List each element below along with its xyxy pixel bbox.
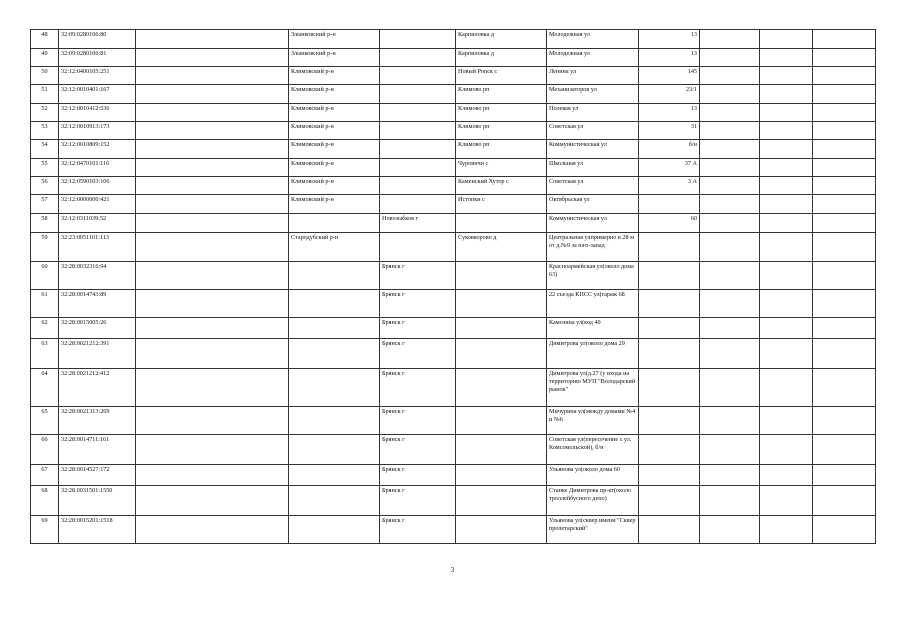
- city-cell: [380, 30, 456, 49]
- empty-cell: [136, 30, 289, 49]
- street-cell: Советская ул: [547, 122, 639, 140]
- row-number-cell: 55: [31, 159, 59, 177]
- district-cell: [289, 339, 380, 369]
- empty-cell: [813, 233, 876, 262]
- locality-cell: Климово рп: [456, 85, 547, 104]
- table-row: [31, 159, 876, 177]
- row-number-cell: 51: [31, 85, 59, 104]
- locality-cell: Климово рп: [456, 122, 547, 140]
- locality-cell: Карпиловка д: [456, 49, 547, 67]
- cadastral-number-cell: 32:12:0590103:106: [59, 177, 136, 195]
- row-number-cell: 52: [31, 104, 59, 122]
- table-row: [31, 339, 876, 369]
- district-cell: [289, 486, 380, 516]
- city-cell: Брянск г: [380, 290, 456, 318]
- empty-cell: [813, 290, 876, 318]
- cadastral-number-cell: 32:28.0021212:412: [59, 369, 136, 407]
- street-cell: Димитрова ул(д.27 (у входа на территорию МУП "Володарский рынок": [547, 369, 639, 407]
- district-cell: [289, 435, 380, 465]
- city-cell: [380, 122, 456, 140]
- empty-cell: [700, 486, 760, 516]
- empty-cell: [813, 30, 876, 49]
- row-number-cell: 53: [31, 122, 59, 140]
- empty-cell: [813, 122, 876, 140]
- district-cell: [289, 516, 380, 544]
- empty-cell: [700, 233, 760, 262]
- city-cell: [380, 49, 456, 67]
- locality-cell: [456, 486, 547, 516]
- house-number-cell: 145: [639, 67, 700, 85]
- city-cell: [380, 104, 456, 122]
- table-row: [31, 369, 876, 407]
- district-cell: [289, 290, 380, 318]
- city-cell: Брянск г: [380, 407, 456, 435]
- empty-cell: [813, 67, 876, 85]
- street-cell: Димитрова ул(около дома 29: [547, 339, 639, 369]
- district-cell: [289, 318, 380, 339]
- city-cell: Брянск г: [380, 339, 456, 369]
- cadastral-number-cell: 32:12:0311039:52: [59, 214, 136, 233]
- city-cell: [380, 85, 456, 104]
- locality-cell: Истопки с: [456, 195, 547, 214]
- house-number-cell: [639, 195, 700, 214]
- empty-cell: [813, 407, 876, 435]
- empty-cell: [760, 369, 813, 407]
- empty-cell: [760, 140, 813, 159]
- empty-cell: [813, 195, 876, 214]
- city-cell: [380, 67, 456, 85]
- empty-cell: [136, 262, 289, 290]
- locality-cell: [456, 435, 547, 465]
- city-cell: Брянск г: [380, 516, 456, 544]
- district-cell: Стародубский р-н: [289, 233, 380, 262]
- row-number-cell: 62: [31, 318, 59, 339]
- street-cell: Ульянова ул(около дома 60: [547, 465, 639, 486]
- district-cell: [289, 214, 380, 233]
- city-cell: [380, 195, 456, 214]
- house-number-cell: 31: [639, 122, 700, 140]
- empty-cell: [760, 67, 813, 85]
- empty-cell: [136, 177, 289, 195]
- street-cell: Коммунистическая ул: [547, 214, 639, 233]
- cadastral-number-cell: 32:09:0280106:81: [59, 49, 136, 67]
- empty-cell: [136, 407, 289, 435]
- house-number-cell: б/н: [639, 140, 700, 159]
- row-number-cell: 61: [31, 290, 59, 318]
- district-cell: Климовский р-н: [289, 104, 380, 122]
- street-cell: Ульянова ул(сквер имени "Сквер пролетарский": [547, 516, 639, 544]
- row-number-cell: 56: [31, 177, 59, 195]
- street-cell: Станке Димитрова пр-кт(около троллейбусного депо): [547, 486, 639, 516]
- city-cell: Брянск г: [380, 465, 456, 486]
- cadastral-number-cell: 32:12:0000000:421: [59, 195, 136, 214]
- empty-cell: [813, 85, 876, 104]
- street-cell: Камозина ул(код 40: [547, 318, 639, 339]
- locality-cell: Суковкорово д: [456, 233, 547, 262]
- district-cell: Климовский р-н: [289, 85, 380, 104]
- empty-cell: [136, 339, 289, 369]
- register-table-body: [31, 30, 876, 544]
- empty-cell: [813, 435, 876, 465]
- row-number-cell: 59: [31, 233, 59, 262]
- district-cell: [289, 369, 380, 407]
- empty-cell: [813, 49, 876, 67]
- cadastral-number-cell: 32:23:0051101:113: [59, 233, 136, 262]
- table-row: [31, 67, 876, 85]
- empty-cell: [760, 407, 813, 435]
- table-row: [31, 122, 876, 140]
- empty-cell: [813, 339, 876, 369]
- street-cell: 22 съезда КПСС ул(гараж 68: [547, 290, 639, 318]
- row-number-cell: 63: [31, 339, 59, 369]
- house-number-cell: 3 А: [639, 177, 700, 195]
- cadastral-number-cell: 32:28:0032316:94: [59, 262, 136, 290]
- city-cell: [380, 159, 456, 177]
- locality-cell: [456, 407, 547, 435]
- street-cell: Советская ул: [547, 177, 639, 195]
- empty-cell: [760, 465, 813, 486]
- street-cell: Школьная ул: [547, 159, 639, 177]
- table-row: [31, 407, 876, 435]
- row-number-cell: 58: [31, 214, 59, 233]
- house-number-cell: 60: [639, 214, 700, 233]
- row-number-cell: 48: [31, 30, 59, 49]
- empty-cell: [813, 318, 876, 339]
- table-row: [31, 85, 876, 104]
- empty-cell: [760, 85, 813, 104]
- empty-cell: [760, 339, 813, 369]
- cadastral-number-cell: 32:28:0014711:161: [59, 435, 136, 465]
- cadastral-number-cell: 32:28.0031501:1550: [59, 486, 136, 516]
- district-cell: Злынковский р-н: [289, 30, 380, 49]
- empty-cell: [700, 140, 760, 159]
- table-row: [31, 195, 876, 214]
- empty-cell: [700, 465, 760, 486]
- empty-cell: [813, 262, 876, 290]
- empty-cell: [700, 262, 760, 290]
- empty-cell: [700, 177, 760, 195]
- city-cell: Брянск г: [380, 369, 456, 407]
- empty-cell: [700, 104, 760, 122]
- empty-cell: [700, 49, 760, 67]
- empty-cell: [760, 290, 813, 318]
- empty-cell: [136, 290, 289, 318]
- row-number-cell: 67: [31, 465, 59, 486]
- house-number-cell: [639, 290, 700, 318]
- city-cell: [380, 177, 456, 195]
- empty-cell: [760, 159, 813, 177]
- street-cell: Коммунистическая ул: [547, 140, 639, 159]
- empty-cell: [700, 407, 760, 435]
- empty-cell: [136, 516, 289, 544]
- table-row: [31, 214, 876, 233]
- cadastral-number-cell: 32:28:0015005:26: [59, 318, 136, 339]
- cadastral-number-cell: 32:28:0021212:391: [59, 339, 136, 369]
- table-row: [31, 516, 876, 544]
- house-number-cell: [639, 516, 700, 544]
- empty-cell: [760, 318, 813, 339]
- table-row: [31, 290, 876, 318]
- row-number-cell: 65: [31, 407, 59, 435]
- empty-cell: [760, 30, 813, 49]
- street-cell: Механизаторов ул: [547, 85, 639, 104]
- district-cell: Климовский р-н: [289, 177, 380, 195]
- cadastral-number-cell: 32:28:0014743:89: [59, 290, 136, 318]
- empty-cell: [760, 49, 813, 67]
- table-row: [31, 435, 876, 465]
- table-row: [31, 486, 876, 516]
- empty-cell: [700, 369, 760, 407]
- empty-cell: [136, 369, 289, 407]
- district-cell: [289, 407, 380, 435]
- empty-cell: [136, 195, 289, 214]
- empty-cell: [700, 159, 760, 177]
- street-cell: Мичурина ул(между домами №4 и №6: [547, 407, 639, 435]
- row-number-cell: 50: [31, 67, 59, 85]
- empty-cell: [136, 104, 289, 122]
- street-cell: Ленина ул: [547, 67, 639, 85]
- empty-cell: [136, 49, 289, 67]
- cadastral-number-cell: 32:12:0470101:116: [59, 159, 136, 177]
- cadastral-number-cell: 32:12:0010401:167: [59, 85, 136, 104]
- locality-cell: [456, 318, 547, 339]
- district-cell: Климовский р-н: [289, 159, 380, 177]
- empty-cell: [813, 465, 876, 486]
- empty-cell: [813, 140, 876, 159]
- empty-cell: [700, 339, 760, 369]
- table-row: [31, 140, 876, 159]
- empty-cell: [700, 435, 760, 465]
- empty-cell: [136, 233, 289, 262]
- register-table: [30, 29, 876, 544]
- empty-cell: [136, 486, 289, 516]
- empty-cell: [700, 318, 760, 339]
- cadastral-number-cell: 32:12:0010412:536: [59, 104, 136, 122]
- house-number-cell: 13: [639, 104, 700, 122]
- district-cell: Климовский р-н: [289, 195, 380, 214]
- city-cell: [380, 233, 456, 262]
- house-number-cell: [639, 369, 700, 407]
- row-number-cell: 69: [31, 516, 59, 544]
- locality-cell: [456, 369, 547, 407]
- house-number-cell: [639, 262, 700, 290]
- house-number-cell: 37 А: [639, 159, 700, 177]
- house-number-cell: [639, 486, 700, 516]
- locality-cell: Карпиловка д: [456, 30, 547, 49]
- house-number-cell: 13: [639, 30, 700, 49]
- cadastral-number-cell: 32:12:0400105:251: [59, 67, 136, 85]
- empty-cell: [760, 195, 813, 214]
- empty-cell: [700, 290, 760, 318]
- row-number-cell: 66: [31, 435, 59, 465]
- empty-cell: [700, 214, 760, 233]
- empty-cell: [136, 159, 289, 177]
- empty-cell: [136, 67, 289, 85]
- table-row: [31, 30, 876, 49]
- empty-cell: [813, 516, 876, 544]
- locality-cell: [456, 262, 547, 290]
- table-row: [31, 49, 876, 67]
- empty-cell: [760, 233, 813, 262]
- locality-cell: Чуровичи с: [456, 159, 547, 177]
- cadastral-number-cell: 32:28:0014527:172: [59, 465, 136, 486]
- city-cell: Брянск г: [380, 262, 456, 290]
- empty-cell: [136, 435, 289, 465]
- empty-cell: [760, 122, 813, 140]
- cadastral-number-cell: 32:12:0010913:173: [59, 122, 136, 140]
- locality-cell: Климово рп: [456, 104, 547, 122]
- house-number-cell: [639, 233, 700, 262]
- house-number-cell: [639, 407, 700, 435]
- empty-cell: [136, 140, 289, 159]
- locality-cell: Каменский Хутор с: [456, 177, 547, 195]
- cadastral-number-cell: 32:09:0280106:80: [59, 30, 136, 49]
- house-number-cell: 13: [639, 49, 700, 67]
- house-number-cell: [639, 339, 700, 369]
- street-cell: Красноармейская ул(около дома 63): [547, 262, 639, 290]
- district-cell: Климовский р-н: [289, 140, 380, 159]
- empty-cell: [760, 104, 813, 122]
- empty-cell: [700, 122, 760, 140]
- house-number-cell: [639, 318, 700, 339]
- page-number: 3: [450, 566, 455, 574]
- city-cell: Брянск г: [380, 435, 456, 465]
- street-cell: Советская ул(пересечение с ул. Комсомольской), б/н: [547, 435, 639, 465]
- table-row: [31, 177, 876, 195]
- cadastral-number-cell: 32:28:0015201:1518: [59, 516, 136, 544]
- table-row: [31, 465, 876, 486]
- district-cell: [289, 465, 380, 486]
- table-row: [31, 104, 876, 122]
- locality-cell: [456, 465, 547, 486]
- locality-cell: Климово рп: [456, 140, 547, 159]
- locality-cell: [456, 516, 547, 544]
- empty-cell: [136, 465, 289, 486]
- empty-cell: [136, 318, 289, 339]
- district-cell: Климовский р-н: [289, 122, 380, 140]
- district-cell: [289, 262, 380, 290]
- empty-cell: [700, 30, 760, 49]
- street-cell: Молодежная ул: [547, 30, 639, 49]
- locality-cell: [456, 290, 547, 318]
- empty-cell: [813, 177, 876, 195]
- empty-cell: [700, 516, 760, 544]
- locality-cell: Новый Ропск с: [456, 67, 547, 85]
- empty-cell: [760, 262, 813, 290]
- street-cell: Молодежная ул: [547, 49, 639, 67]
- row-number-cell: 49: [31, 49, 59, 67]
- empty-cell: [136, 214, 289, 233]
- city-cell: [380, 140, 456, 159]
- empty-cell: [136, 85, 289, 104]
- locality-cell: [456, 214, 547, 233]
- city-cell: Брянск г: [380, 486, 456, 516]
- street-cell: Полевая ул: [547, 104, 639, 122]
- row-number-cell: 64: [31, 369, 59, 407]
- empty-cell: [760, 214, 813, 233]
- cadastral-number-cell: 32:12:0010809:152: [59, 140, 136, 159]
- row-number-cell: 57: [31, 195, 59, 214]
- empty-cell: [813, 104, 876, 122]
- table-row: [31, 318, 876, 339]
- empty-cell: [700, 195, 760, 214]
- district-cell: Климовский р-н: [289, 67, 380, 85]
- street-cell: Центральная улпримерно в 28 м от д.№9 за юго-запад: [547, 233, 639, 262]
- city-cell: Новозыбков г: [380, 214, 456, 233]
- empty-cell: [760, 486, 813, 516]
- row-number-cell: 54: [31, 140, 59, 159]
- house-number-cell: [639, 435, 700, 465]
- city-cell: Брянск г: [380, 318, 456, 339]
- empty-cell: [700, 67, 760, 85]
- empty-cell: [760, 435, 813, 465]
- street-cell: Октябрьская ул: [547, 195, 639, 214]
- district-cell: Злынковский р-н: [289, 49, 380, 67]
- empty-cell: [136, 122, 289, 140]
- empty-cell: [700, 85, 760, 104]
- empty-cell: [813, 214, 876, 233]
- locality-cell: [456, 339, 547, 369]
- empty-cell: [760, 516, 813, 544]
- empty-cell: [760, 177, 813, 195]
- house-number-cell: 23/1: [639, 85, 700, 104]
- row-number-cell: 60: [31, 262, 59, 290]
- empty-cell: [813, 486, 876, 516]
- row-number-cell: 68: [31, 486, 59, 516]
- table-row: [31, 233, 876, 262]
- empty-cell: [813, 159, 876, 177]
- empty-cell: [813, 369, 876, 407]
- table-row: [31, 262, 876, 290]
- cadastral-number-cell: 32:28:0021313:269: [59, 407, 136, 435]
- house-number-cell: [639, 465, 700, 486]
